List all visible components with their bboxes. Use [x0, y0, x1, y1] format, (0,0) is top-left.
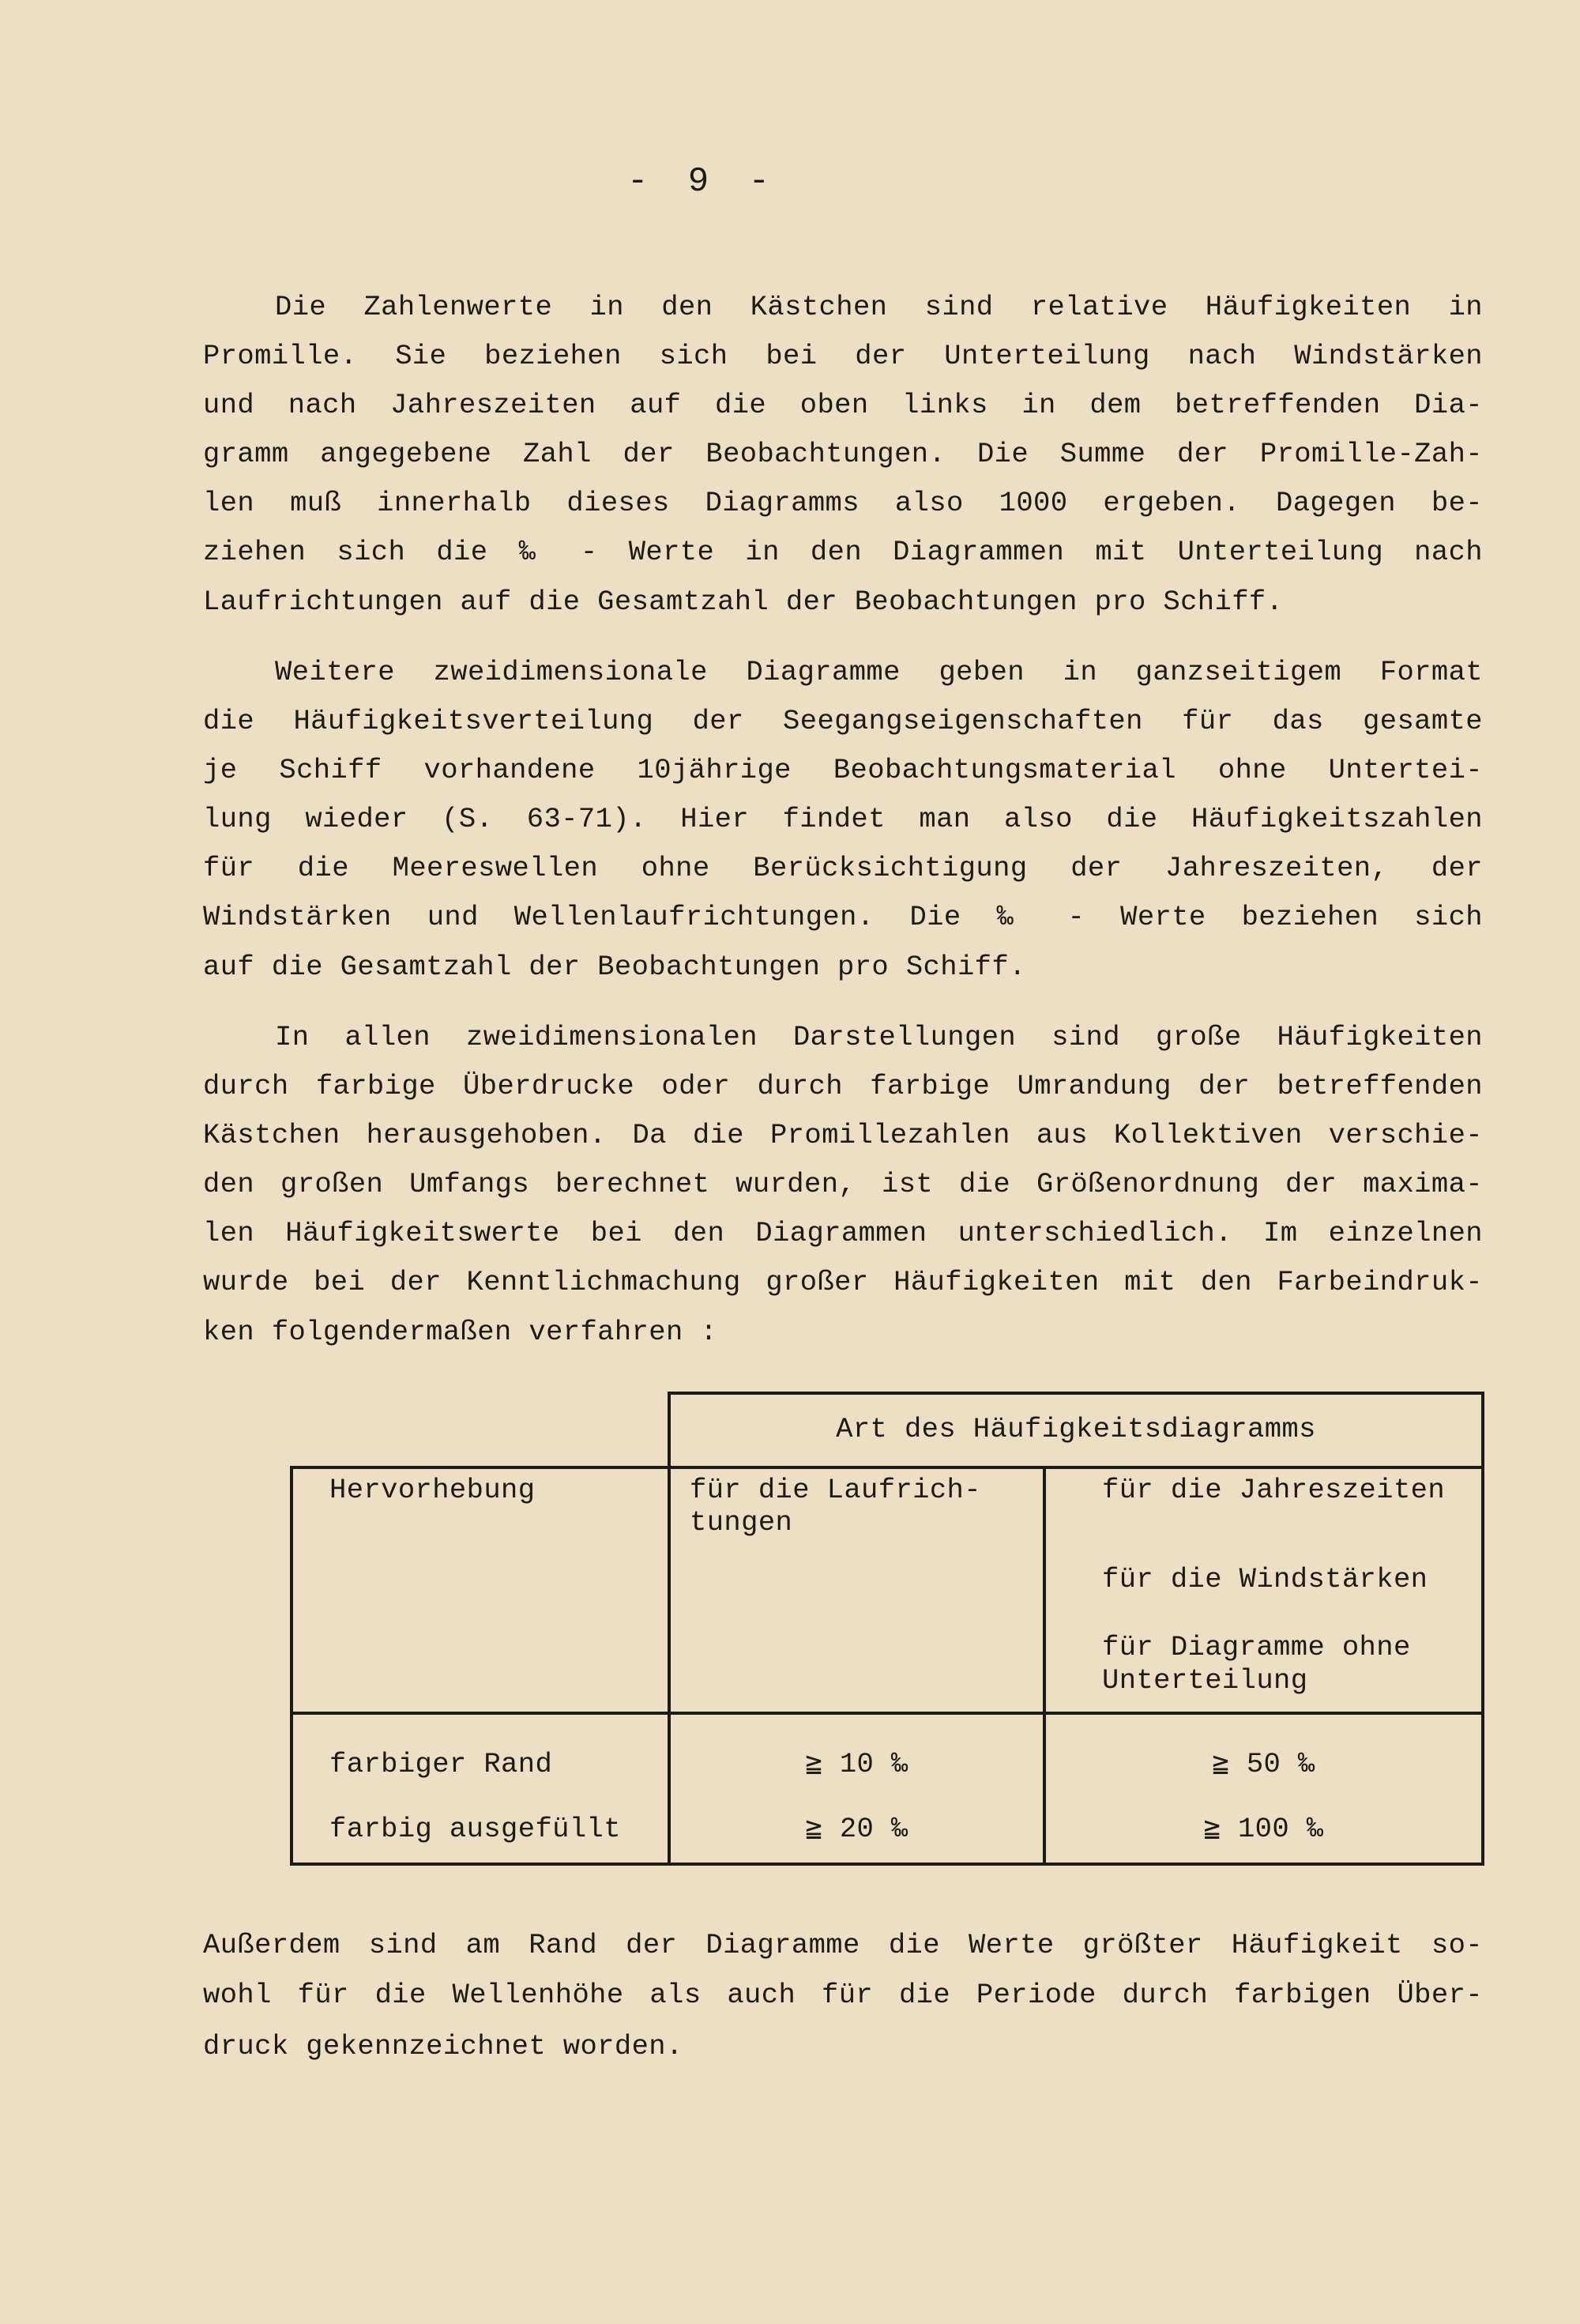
row-value-other: ≧ 50 ‰ [1212, 1748, 1315, 1780]
row-value-other: ≧ 100 ‰ [1203, 1813, 1324, 1845]
paragraph-line: je Schiff vorhandene 10jährige Beobachtungsmaterial ohne Untertei- [203, 754, 1483, 786]
paragraph-line: druck gekennzeichnet worden. [203, 2030, 683, 2062]
column-header-other: Unterteilung [1102, 1664, 1308, 1697]
table-rule [1481, 1392, 1484, 1866]
table-rule [290, 1712, 1484, 1715]
paragraph-line: durch farbige Überdrucke oder durch farbige Umrandung der betreffenden [203, 1070, 1483, 1102]
paragraph-line: Kästchen herausgehoben. Da die Promillezahlen aus Kollektiven verschie- [203, 1119, 1483, 1151]
paragraph-line: wohl für die Wellenhöhe als auch für die Periode durch farbigen Über- [203, 1979, 1483, 2011]
row-label: farbig ausgefüllt [329, 1813, 621, 1845]
table-rule [290, 1466, 1484, 1469]
page-number: - 9 - [626, 162, 780, 202]
paragraph-line: Windstärken und Wellenlaufrichtungen. Die ‰ - Werte beziehen sich [203, 901, 1483, 933]
paragraph-line: gramm angegebene Zahl der Beobachtungen. Die Summe der Promille-Zah- [203, 438, 1483, 470]
row-value-laufrichtungen: ≧ 10 ‰ [805, 1748, 908, 1780]
column-header-hervorhebung: Hervorhebung [329, 1474, 536, 1506]
table-super-header: Art des Häufigkeitsdiagramms [836, 1413, 1316, 1445]
paragraph-line: ziehen sich die ‰ - Werte in den Diagrammen mit Unterteilung nach [203, 536, 1483, 568]
column-header-other: für die Windstärken [1102, 1563, 1428, 1595]
column-header-other: für Diagramme ohne [1102, 1631, 1411, 1663]
column-header-laufrichtungen: für die Laufrich- [690, 1474, 981, 1506]
row-label: farbiger Rand [329, 1748, 553, 1780]
paragraph-line: Weitere zweidimensionale Diagramme geben in ganzseitigem Format [275, 656, 1483, 688]
paragraph-line: Promille. Sie beziehen sich bei der Unterteilung nach Windstärken [203, 340, 1483, 372]
paragraph-line: Laufrichtungen auf die Gesamtzahl der Beobachtungen pro Schiff. [203, 586, 1284, 618]
paragraph-line: die Häufigkeitsverteilung der Seegangseigenschaften für das gesamte [203, 705, 1483, 737]
paragraph-line: len Häufigkeitswerte bei den Diagrammen unterschiedlich. Im einzelnen [203, 1217, 1483, 1249]
table-rule [290, 1466, 293, 1866]
paragraph-line: lung wieder (S. 63-71). Hier findet man also die Häufigkeitszahlen [203, 803, 1483, 835]
paragraph-line: den großen Umfangs berechnet wurden, ist die Größenordnung der maxima- [203, 1168, 1483, 1200]
paragraph-line: Die Zahlenwerte in den Kästchen sind relative Häufigkeiten in [275, 291, 1483, 323]
paragraph-line: und nach Jahreszeiten auf die oben links in dem betreffenden Dia- [203, 389, 1483, 421]
table-rule [1043, 1466, 1046, 1866]
table-rule [290, 1863, 1484, 1866]
paragraph-line: In allen zweidimensionalen Darstellungen sind große Häufigkeiten [275, 1021, 1483, 1053]
row-value-laufrichtungen: ≧ 20 ‰ [805, 1813, 908, 1845]
column-header-laufrichtungen: tungen [690, 1506, 793, 1539]
paragraph-line: len muß innerhalb dieses Diagramms also 1000 ergeben. Dagegen be- [203, 487, 1483, 519]
paragraph-line: ken folgendermaßen verfahren : [203, 1316, 718, 1348]
column-header-other: für die Jahreszeiten [1102, 1474, 1446, 1506]
paragraph-line: für die Meereswellen ohne Berücksichtigung der Jahreszeiten, der [203, 852, 1483, 884]
paragraph-line: Außerdem sind am Rand der Diagramme die Werte größter Häufigkeit so- [203, 1929, 1483, 1961]
paragraph-line: wurde bei der Kenntlichmachung großer Häufigkeiten mit den Farbeindruk- [203, 1266, 1483, 1298]
table-rule [668, 1392, 1484, 1395]
paragraph-line: auf die Gesamtzahl der Beobachtungen pro Schiff. [203, 951, 1026, 983]
table-rule [668, 1392, 671, 1866]
